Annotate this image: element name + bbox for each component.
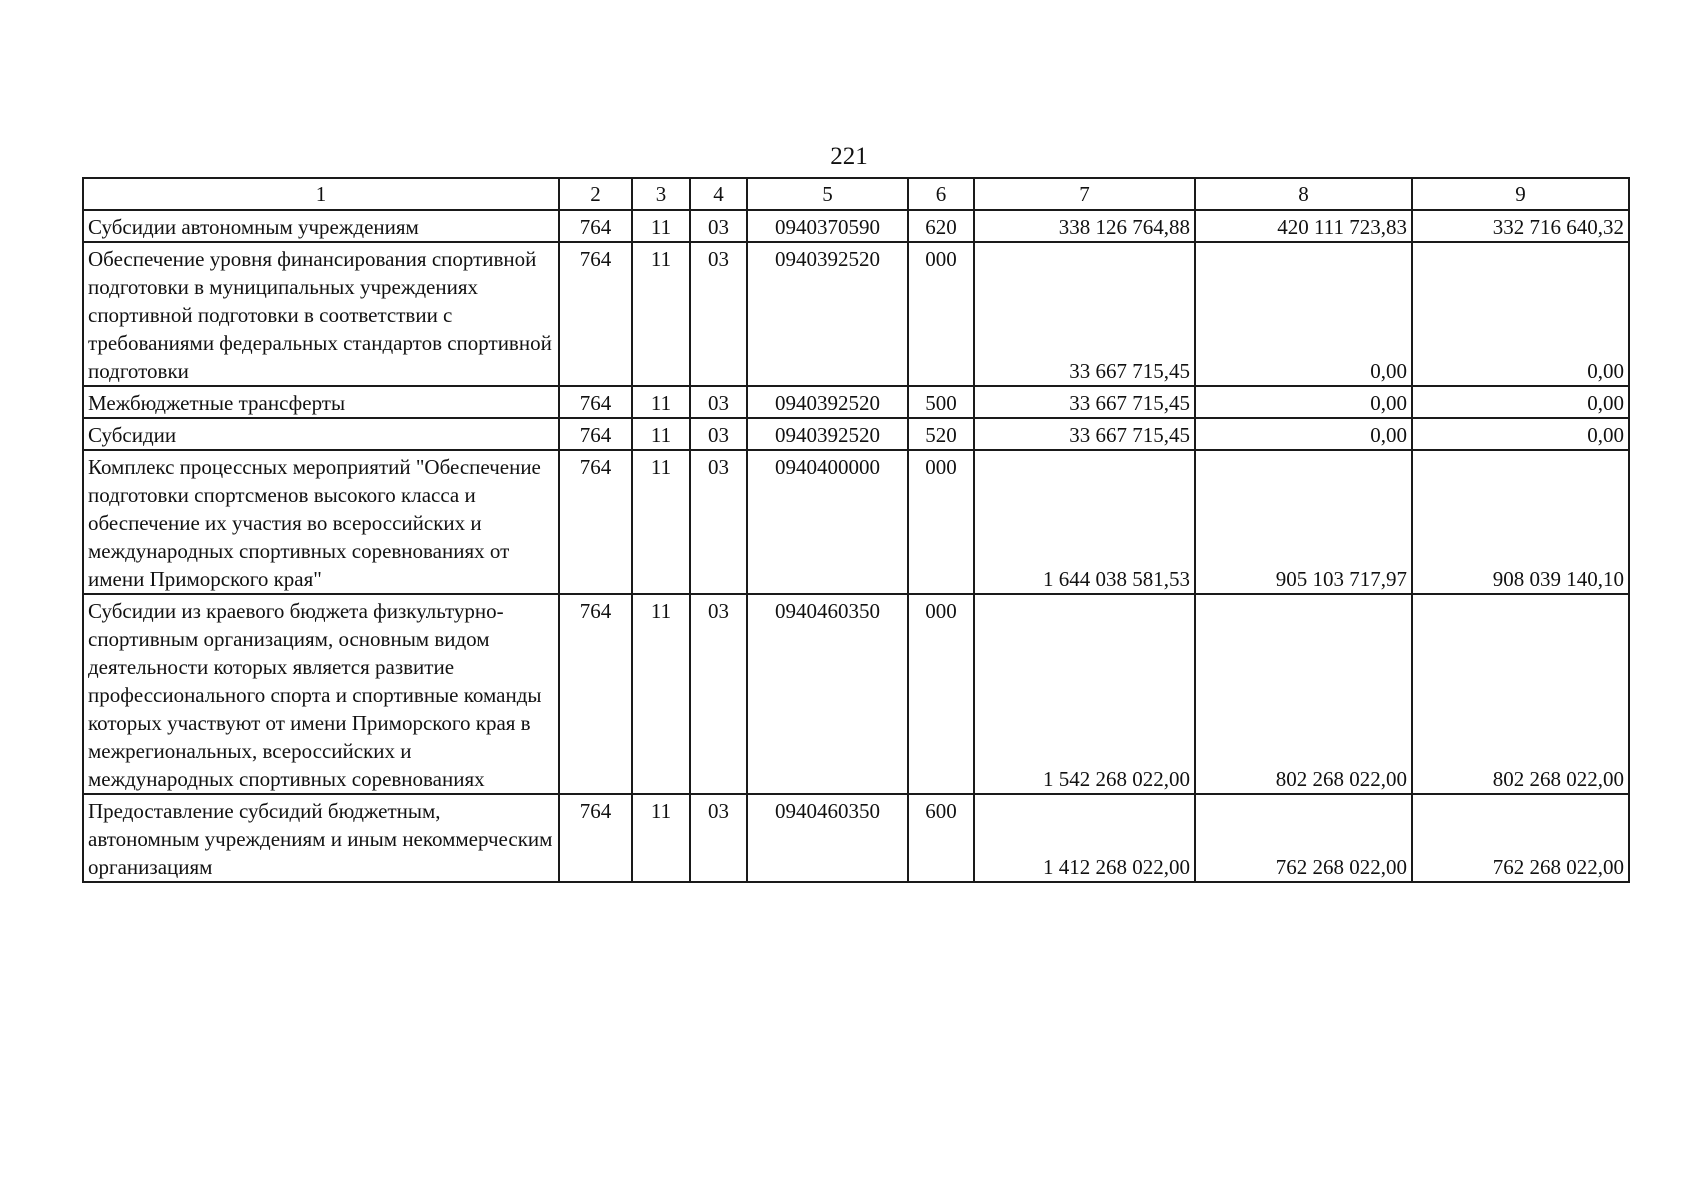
subsection-code: 03 bbox=[690, 418, 747, 450]
row-name: Межбюджетные трансферты bbox=[83, 386, 559, 418]
section-code: 11 bbox=[632, 794, 690, 882]
budget-table bbox=[82, 177, 1630, 883]
section-code: 11 bbox=[632, 210, 690, 242]
column-header: 8 bbox=[1195, 178, 1412, 210]
table-row bbox=[83, 242, 1629, 386]
amount-col9: 332 716 640,32 bbox=[1412, 210, 1629, 242]
column-header: 1 bbox=[83, 178, 559, 210]
amount-col8: 0,00 bbox=[1195, 242, 1412, 386]
amount-col7: 33 667 715,45 bbox=[974, 418, 1195, 450]
section-code: 11 bbox=[632, 594, 690, 794]
page-number: 221 bbox=[830, 143, 868, 170]
expense-type-code: 000 bbox=[908, 594, 974, 794]
table-row bbox=[83, 794, 1629, 882]
subsection-code: 03 bbox=[690, 386, 747, 418]
row-name: Предоставление субсидий бюджетным, автономным учреждениям и иным некоммерческим организациям bbox=[83, 794, 559, 882]
column-header: 3 bbox=[632, 178, 690, 210]
amount-col7: 1 542 268 022,00 bbox=[974, 594, 1195, 794]
ministry-code: 764 bbox=[559, 242, 632, 386]
section-code: 11 bbox=[632, 450, 690, 594]
subsection-code: 03 bbox=[690, 794, 747, 882]
expense-type-code: 520 bbox=[908, 418, 974, 450]
section-code: 11 bbox=[632, 242, 690, 386]
column-header: 9 bbox=[1412, 178, 1629, 210]
table-row bbox=[83, 450, 1629, 594]
amount-col9: 802 268 022,00 bbox=[1412, 594, 1629, 794]
amount-col8: 802 268 022,00 bbox=[1195, 594, 1412, 794]
subsection-code: 03 bbox=[690, 450, 747, 594]
expense-type-code: 500 bbox=[908, 386, 974, 418]
table-row bbox=[83, 594, 1629, 794]
table-row bbox=[83, 418, 1629, 450]
amount-col8: 905 103 717,97 bbox=[1195, 450, 1412, 594]
row-name: Субсидии автономным учреждениям bbox=[83, 210, 559, 242]
target-article-code: 0940392520 bbox=[747, 242, 908, 386]
amount-col8: 420 111 723,83 bbox=[1195, 210, 1412, 242]
amount-col7: 1 412 268 022,00 bbox=[974, 794, 1195, 882]
subsection-code: 03 bbox=[690, 594, 747, 794]
amount-col8: 0,00 bbox=[1195, 386, 1412, 418]
section-code: 11 bbox=[632, 386, 690, 418]
column-header: 6 bbox=[908, 178, 974, 210]
column-header: 5 bbox=[747, 178, 908, 210]
expense-type-code: 620 bbox=[908, 210, 974, 242]
amount-col9: 762 268 022,00 bbox=[1412, 794, 1629, 882]
amount-col7: 338 126 764,88 bbox=[974, 210, 1195, 242]
table-row bbox=[83, 386, 1629, 418]
ministry-code: 764 bbox=[559, 794, 632, 882]
row-name: Обеспечение уровня финансирования спортивной подготовки в муниципальных учреждениях спортивной подготовки в соответствии с требованиями федеральных стандартов спортивной подготовки bbox=[83, 242, 559, 386]
subsection-code: 03 bbox=[690, 210, 747, 242]
ministry-code: 764 bbox=[559, 594, 632, 794]
ministry-code: 764 bbox=[559, 386, 632, 418]
row-name: Субсидии из краевого бюджета физкультурно-спортивным организациям, основным видом деятельности которых является развитие профессионального спорта и спортивные команды которых участвуют от имени Приморского края в межрегиональных, всероссийских и международных спортивных соревнованиях bbox=[83, 594, 559, 794]
table-header-row bbox=[83, 178, 1629, 210]
target-article-code: 0940460350 bbox=[747, 794, 908, 882]
column-header: 4 bbox=[690, 178, 747, 210]
column-header: 7 bbox=[974, 178, 1195, 210]
table-row bbox=[83, 210, 1629, 242]
amount-col7: 33 667 715,45 bbox=[974, 386, 1195, 418]
target-article-code: 0940392520 bbox=[747, 418, 908, 450]
row-name: Комплекс процессных мероприятий "Обеспечение подготовки спортсменов высокого класса и обеспечение их участия во всероссийских и международных спортивных соревнованиях от имени Приморского края" bbox=[83, 450, 559, 594]
amount-col8: 0,00 bbox=[1195, 418, 1412, 450]
amount-col8: 762 268 022,00 bbox=[1195, 794, 1412, 882]
ministry-code: 764 bbox=[559, 210, 632, 242]
expense-type-code: 000 bbox=[908, 242, 974, 386]
target-article-code: 0940460350 bbox=[747, 594, 908, 794]
amount-col9: 0,00 bbox=[1412, 386, 1629, 418]
target-article-code: 0940370590 bbox=[747, 210, 908, 242]
target-article-code: 0940392520 bbox=[747, 386, 908, 418]
amount-col7: 1 644 038 581,53 bbox=[974, 450, 1195, 594]
target-article-code: 0940400000 bbox=[747, 450, 908, 594]
ministry-code: 764 bbox=[559, 418, 632, 450]
row-name: Субсидии bbox=[83, 418, 559, 450]
column-header: 2 bbox=[559, 178, 632, 210]
expense-type-code: 600 bbox=[908, 794, 974, 882]
subsection-code: 03 bbox=[690, 242, 747, 386]
section-code: 11 bbox=[632, 418, 690, 450]
amount-col9: 0,00 bbox=[1412, 242, 1629, 386]
expense-type-code: 000 bbox=[908, 450, 974, 594]
amount-col9: 0,00 bbox=[1412, 418, 1629, 450]
amount-col9: 908 039 140,10 bbox=[1412, 450, 1629, 594]
ministry-code: 764 bbox=[559, 450, 632, 594]
amount-col7: 33 667 715,45 bbox=[974, 242, 1195, 386]
